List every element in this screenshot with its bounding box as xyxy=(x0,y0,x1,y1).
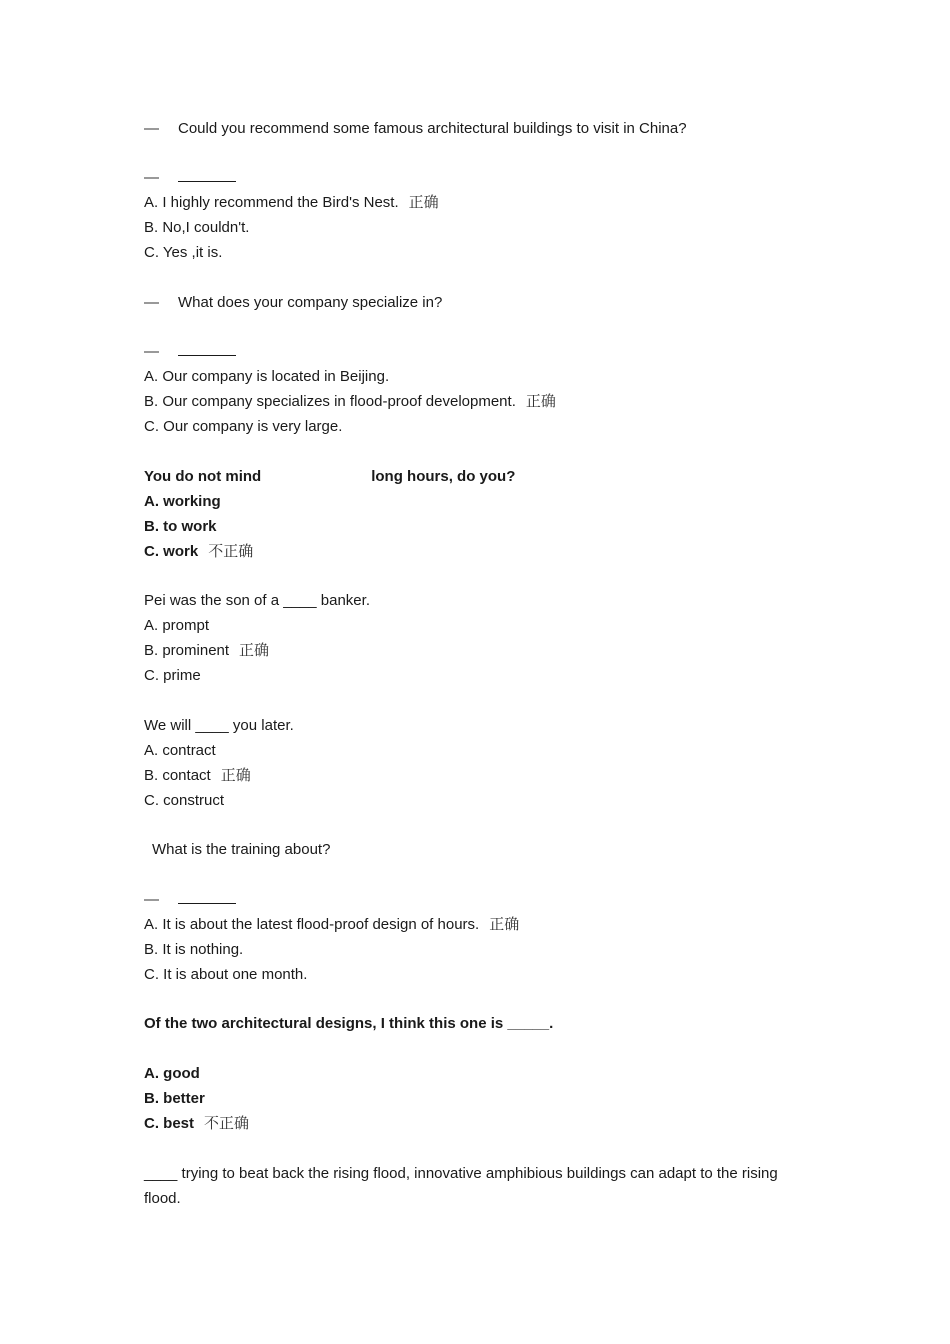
option-text: A. prompt xyxy=(144,617,210,634)
question-4-prompt xyxy=(144,588,370,613)
option-text: A. good xyxy=(144,1065,200,1082)
answer-blank xyxy=(178,167,236,182)
option xyxy=(144,414,342,439)
em-dash: — xyxy=(144,891,159,908)
option xyxy=(144,663,201,688)
option-text: B. prominent xyxy=(144,642,230,659)
question-6-answer-line xyxy=(144,887,236,912)
question-text: What does your company specialize in? xyxy=(178,294,443,311)
question-text-part1: You do not mind xyxy=(144,468,262,485)
em-dash: — xyxy=(144,294,159,311)
option-text: A. working xyxy=(144,493,221,510)
em-dash: — xyxy=(144,343,159,360)
option-text: A. Our company is located in Beijing. xyxy=(144,368,390,385)
option-text: B. It is nothing. xyxy=(144,941,244,958)
question-text: What is the training about? xyxy=(152,841,331,858)
option xyxy=(144,937,243,962)
option-text: B. No,I couldn't. xyxy=(144,219,250,236)
option xyxy=(144,738,216,763)
option-text: C. construct xyxy=(144,792,225,809)
option xyxy=(144,539,253,564)
question-3-prompt xyxy=(144,464,515,489)
question-6-prompt xyxy=(152,837,330,862)
option-text: A. It is about the latest flood-proof design of hours. xyxy=(144,916,480,933)
question-2-prompt xyxy=(144,290,442,315)
question-text: We will ____ you later. xyxy=(144,717,294,734)
option xyxy=(144,215,249,240)
em-dash: — xyxy=(144,120,159,137)
option xyxy=(144,240,222,265)
option xyxy=(144,190,439,215)
option-text: B. to work xyxy=(144,518,217,535)
option-text: C. Our company is very large. xyxy=(144,418,343,435)
question-7-prompt xyxy=(144,1011,553,1036)
em-dash: — xyxy=(144,169,159,186)
option xyxy=(144,763,251,788)
option-text: A. contract xyxy=(144,742,216,759)
option-text: A. I highly recommend the Bird's Nest. xyxy=(144,194,399,211)
answer-blank xyxy=(178,341,236,356)
answer-blank xyxy=(178,889,236,904)
result-mark: 正确 xyxy=(408,193,439,211)
question-text: Pei was the son of a ____ banker. xyxy=(144,592,370,609)
result-mark: 不正确 xyxy=(204,1114,250,1132)
option-text: B. better xyxy=(144,1090,205,1107)
option xyxy=(144,962,307,987)
option xyxy=(144,912,519,937)
option-text: C. prime xyxy=(144,667,201,684)
question-1-prompt xyxy=(144,116,687,141)
result-mark: 正确 xyxy=(525,392,556,410)
option-text: B. contact xyxy=(144,767,211,784)
option xyxy=(144,364,389,389)
question-1-answer-line xyxy=(144,165,236,190)
result-mark: 正确 xyxy=(220,766,251,784)
option xyxy=(144,638,269,663)
option-text: B. Our company specializes in flood-proof development. xyxy=(144,393,516,410)
result-mark: 不正确 xyxy=(208,542,254,560)
option-text: C. best xyxy=(144,1115,195,1132)
option xyxy=(144,514,217,539)
question-text: Of the two architectural designs, I think this one is _____. xyxy=(144,1015,554,1032)
option xyxy=(144,1086,205,1111)
result-mark: 正确 xyxy=(489,915,520,933)
option xyxy=(144,489,221,514)
result-mark: 正确 xyxy=(239,641,270,659)
question-2-answer-line xyxy=(144,339,236,364)
option xyxy=(144,389,556,414)
option-text: C. work xyxy=(144,543,199,560)
option xyxy=(144,1061,200,1086)
question-8-prompt xyxy=(144,1161,814,1211)
question-text-part2: long hours, do you? xyxy=(371,468,516,485)
option xyxy=(144,613,209,638)
question-5-prompt xyxy=(144,713,294,738)
option xyxy=(144,788,224,813)
option xyxy=(144,1111,249,1136)
option-text: C. It is about one month. xyxy=(144,966,308,983)
option-text: C. Yes ,it is. xyxy=(144,244,223,261)
question-text: ____ trying to beat back the rising flood, innovative amphibious buildings can adapt to the rising flood. xyxy=(144,1165,778,1207)
question-text: Could you recommend some famous architectural buildings to visit in China? xyxy=(178,120,687,137)
